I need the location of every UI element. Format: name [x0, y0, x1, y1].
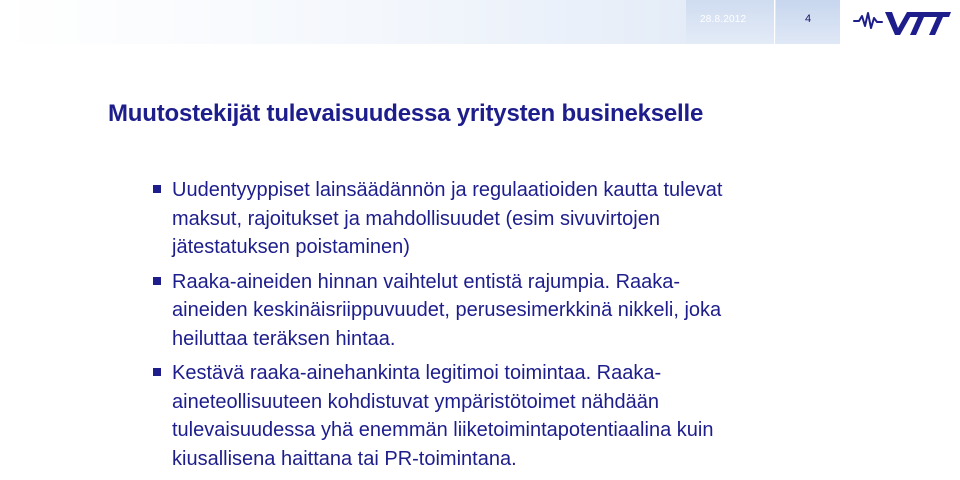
bullet-line: Raaka-aineiden hinnan vaihtelut entistä rajumpia. Raaka- [172, 270, 681, 293]
bullet-item [152, 176, 872, 262]
square-bullet-icon [153, 368, 161, 376]
header-bar [0, 0, 960, 44]
vtt-logo [852, 4, 952, 40]
bullet-list [152, 176, 872, 479]
vtt-logo-letter-t2 [928, 12, 951, 35]
square-bullet-icon [153, 185, 161, 193]
bullet-line: kiusallisena haittana tai PR-toimintana. [172, 447, 517, 470]
vtt-logo-letter-t1 [909, 12, 932, 35]
page-number: 4 [805, 13, 812, 25]
bullet-line: Kestävä raaka-ainehankinta legitimoi toimintaa. Raaka- [172, 362, 662, 384]
bullet-line: jätestatuksen poistaminen) [172, 236, 410, 258]
slide-title: Muutostekijät tulevaisuudessa yritysten businekselle [108, 100, 704, 127]
bullet-line: heiluttaa teräksen hintaa. [172, 327, 396, 350]
bullet-item [152, 268, 872, 354]
slide-date: 28.8.2012 [700, 14, 747, 25]
bullet-line: aineteollisuuteen kohdistuvat ympäristötoimet nähdään [172, 390, 659, 413]
square-bullet-icon [153, 277, 161, 285]
vtt-logo-letter-v [885, 12, 913, 35]
vtt-logo-wave-icon [854, 13, 882, 28]
bullet-line: Uudentyyppiset lainsäädännön ja regulaatioiden kautta tulevat [172, 179, 723, 201]
bullet-line: tulevaisuudessa yhä enemmän liiketoimintapotentiaalina kuin [172, 419, 714, 441]
bullet-line: maksut, rajoitukset ja mahdollisuudet (esim sivuvirtojen [172, 207, 660, 230]
bullet-line: aineiden keskinäisriippuvuudet, perusesimerkkinä nikkeli, joka [172, 299, 722, 321]
bullet-item [152, 359, 872, 473]
